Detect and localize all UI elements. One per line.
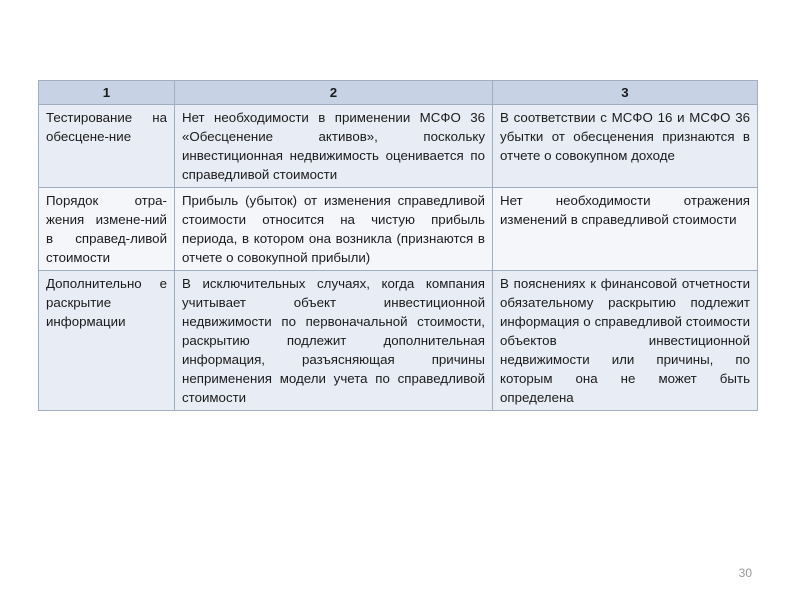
table-cell: В исключительных случаях, когда компания учитывает объект инвестиционной недвижимости по первоначальной стоимости, раскрытию подлежит дополнительная информация, разъясняющая причины неприменения модели учета по справедливой стоимости	[175, 271, 493, 411]
comparison-table	[38, 80, 758, 411]
table-row	[39, 188, 758, 271]
table-row	[39, 105, 758, 188]
page-number: 30	[738, 566, 752, 580]
column-header-3: 3	[493, 81, 758, 105]
table-cell: Нет необходимости в применении МСФО 36 «Обесценение активов», поскольку инвестиционная недвижимость оценивается по справедливой стоимости	[175, 105, 493, 188]
row-label-cell: Тестирование на обесцене-ние	[39, 105, 175, 188]
column-header-2: 2	[175, 81, 493, 105]
table-cell: Нет необходимости отражения изменений в справедливой стоимости	[493, 188, 758, 271]
table-header-row	[39, 81, 758, 105]
table-cell: В соответствии с МСФО 16 и МСФО 36 убытки от обесценения признаются в отчете о совокупном доходе	[493, 105, 758, 188]
row-label-cell: Порядок отра-жения измене-ний в справед-ливой стоимости	[39, 188, 175, 271]
table-cell: Прибыль (убыток) от изменения справедливой стоимости относится на чистую прибыль периода, в котором она возникла (признаются в отчете о совокупной прибыли)	[175, 188, 493, 271]
table-row	[39, 271, 758, 411]
row-label-cell: Дополнительно е раскрытие информации	[39, 271, 175, 411]
column-header-1: 1	[39, 81, 175, 105]
table-cell: В пояснениях к финансовой отчетности обязательному раскрытию подлежит информация о справедливой стоимости объектов инвестиционной недвижимости или причины, по которым она не может быть определена	[493, 271, 758, 411]
